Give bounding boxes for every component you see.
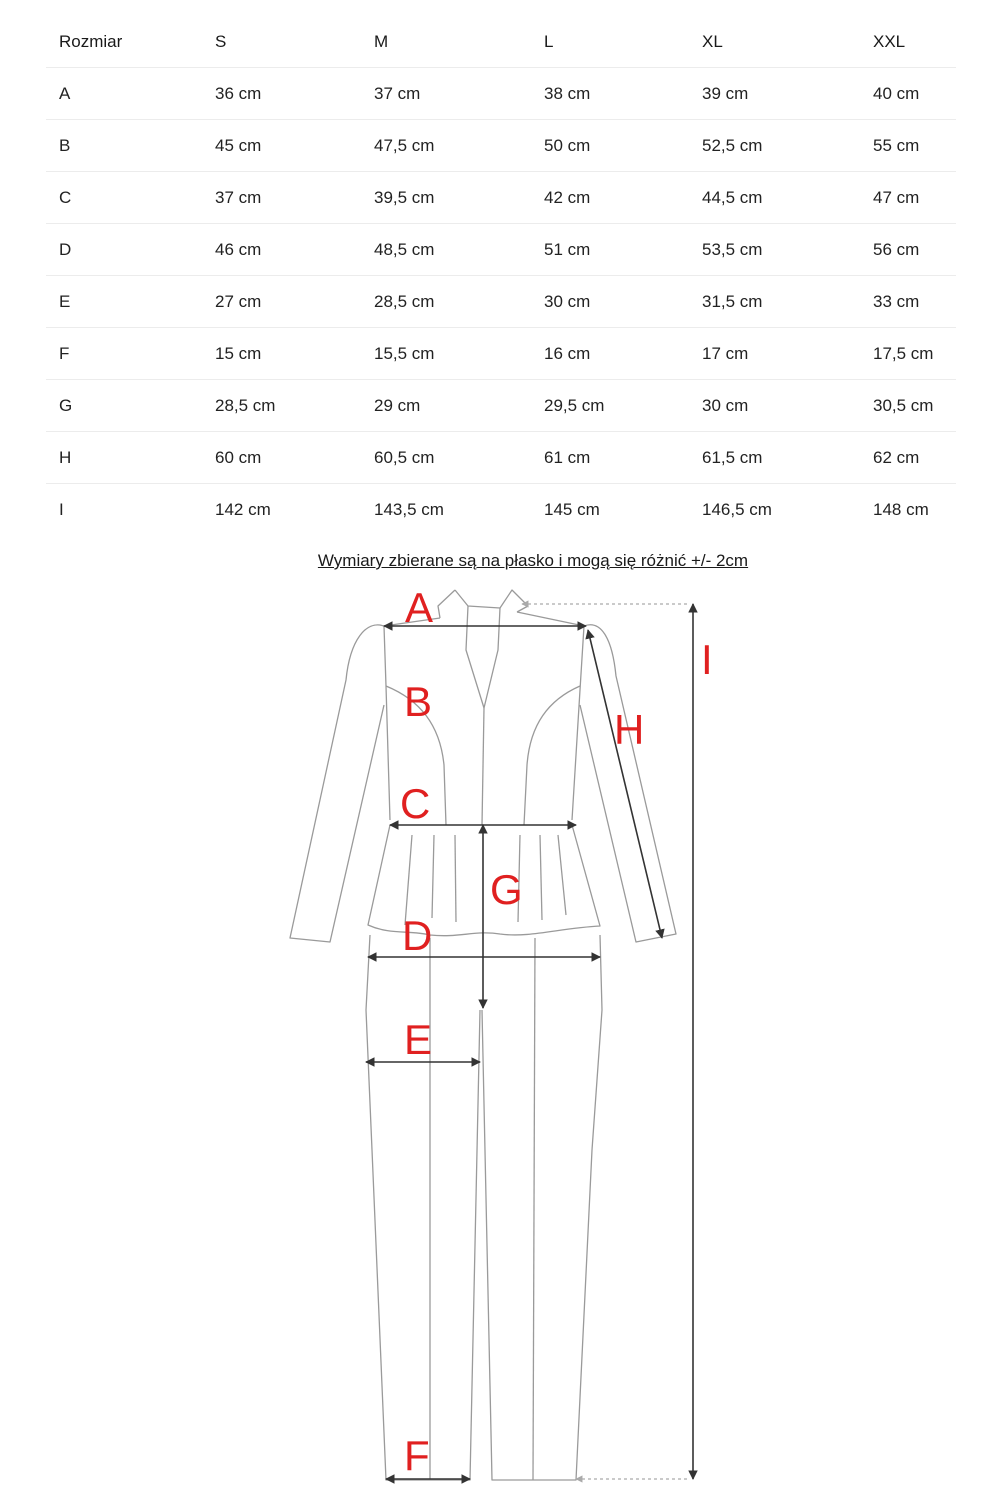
cell-s: 46 cm [215, 224, 374, 276]
cell-m: 29 cm [374, 380, 544, 432]
measurement-labels [400, 584, 713, 1479]
table-row [46, 276, 956, 328]
cell-l: 30 cm [544, 276, 702, 328]
cell-s: 45 cm [215, 120, 374, 172]
row-label: B [46, 120, 215, 172]
cell-s: 36 cm [215, 68, 374, 120]
header-m: M [374, 16, 544, 68]
table-row [46, 484, 956, 536]
cell-l: 42 cm [544, 172, 702, 224]
cell-xl: 146,5 cm [702, 499, 772, 519]
cell-xl: 31,5 cm [702, 276, 873, 328]
garment-diagram [0, 580, 1000, 1500]
label-e: E [404, 1016, 433, 1063]
cell-xxl: 17,5 cm [873, 328, 956, 380]
cell-l: 16 cm [544, 328, 702, 380]
cell-l: 50 cm [544, 120, 702, 172]
cell-m: 37 cm [374, 68, 544, 120]
cell-xxl: 55 cm [873, 120, 956, 172]
header-xl: XL [702, 16, 873, 68]
cell-m: 39,5 cm [374, 172, 544, 224]
cell-xl: 44,5 cm [702, 172, 873, 224]
cell-s: 37 cm [215, 172, 374, 224]
table-row [46, 432, 956, 484]
cell-l: 61 cm [544, 432, 702, 484]
cell-m: 143,5 cm [374, 499, 444, 519]
row-label: E [46, 276, 215, 328]
cell-m: 47,5 cm [374, 120, 544, 172]
guide-lines [522, 604, 690, 1479]
cell-xl: 17 cm [702, 328, 873, 380]
table-row [46, 224, 956, 276]
cell-xxl: 56 cm [873, 224, 956, 276]
cell-m: 28,5 cm [374, 276, 544, 328]
table-row [46, 68, 956, 120]
header-row [46, 16, 956, 68]
cell-xxl: 33 cm [873, 276, 956, 328]
row-label: G [46, 380, 215, 432]
cell-s: 60 cm [215, 432, 374, 484]
row-label: I [59, 499, 64, 519]
row-label: C [46, 172, 215, 224]
cell-xxl: 30,5 cm [873, 380, 956, 432]
label-d: D [402, 912, 433, 959]
header-l: L [544, 16, 702, 68]
label-b: B [404, 678, 433, 725]
label-g: G [490, 866, 523, 913]
table-row [46, 172, 956, 224]
label-a: A [405, 584, 434, 631]
label-h: H [614, 706, 645, 753]
cell-s: 15 cm [215, 328, 374, 380]
cell-xl: 39 cm [702, 68, 873, 120]
cell-m: 48,5 cm [374, 224, 544, 276]
cell-l: 38 cm [544, 68, 702, 120]
cell-l: 51 cm [544, 224, 702, 276]
size-table-head [46, 16, 956, 68]
header-size: Rozmiar [46, 16, 215, 68]
row-label: H [46, 432, 215, 484]
row-label: A [46, 68, 215, 120]
cell-xl: 30 cm [702, 380, 873, 432]
row-label: F [46, 328, 215, 380]
cell-xl: 52,5 cm [702, 120, 873, 172]
cell-xl: 53,5 cm [702, 224, 873, 276]
cell-s: 142 cm [215, 499, 271, 519]
cell-xxl: 62 cm [873, 432, 956, 484]
cell-m: 60,5 cm [374, 432, 544, 484]
cell-xxl: 40 cm [873, 68, 956, 120]
size-table-body [46, 68, 956, 536]
label-c: C [400, 780, 431, 827]
header-xxl: XXL [873, 16, 956, 68]
label-f: F [404, 1432, 430, 1479]
header-s: S [215, 16, 374, 68]
label-i: I [701, 636, 713, 683]
cell-m: 15,5 cm [374, 328, 544, 380]
size-table [46, 16, 956, 535]
cell-s: 28,5 cm [215, 380, 374, 432]
cell-l: 145 cm [544, 499, 600, 519]
table-row [46, 380, 956, 432]
cell-s: 27 cm [215, 276, 374, 328]
row-label: D [46, 224, 215, 276]
table-row [46, 120, 956, 172]
table-row [46, 328, 956, 380]
cell-xl: 61,5 cm [702, 432, 873, 484]
measurement-note-link[interactable]: Wymiary zbierane są na płasko i mogą się różnić +/- 2cm [317, 551, 749, 570]
cell-l: 29,5 cm [544, 380, 702, 432]
cell-xxl: 148 cm [873, 499, 929, 519]
cell-xxl: 47 cm [873, 172, 956, 224]
